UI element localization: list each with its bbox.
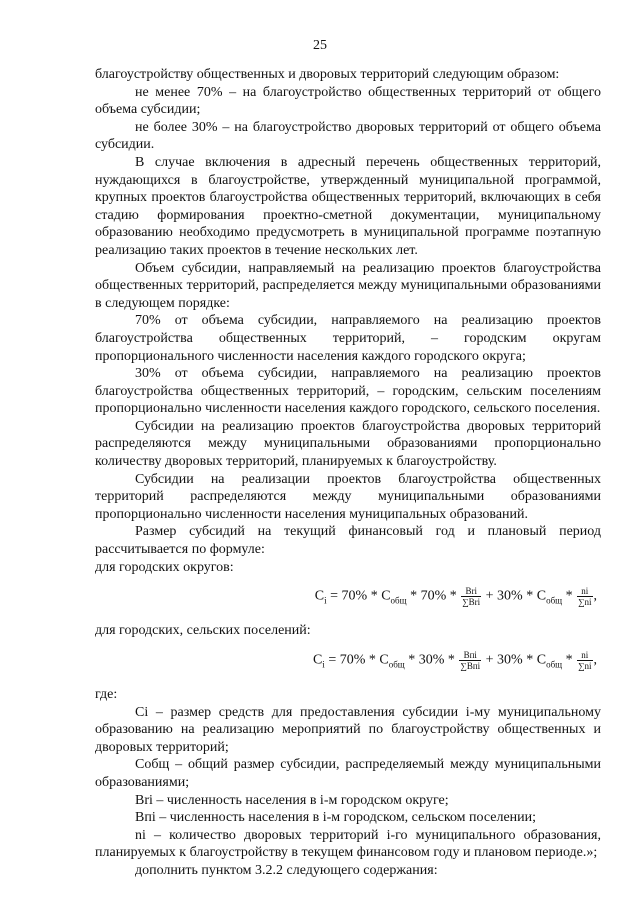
paragraph: не более 30% – на благоустройство дворовых территорий от общего объема субсидии. [95,119,601,153]
paragraph: В случае включения в адресный перечень общественных территорий, нуждающихся в благоустройстве, утвержденный муниципальной программой, крупных проектов благоустройства общественных территорий, включающих в себя стадию формирования проектно-сметной документации, муниципальному образованию необходимо предусмотреть в муниципальной программе поэтапную реализацию таких проектов в течение нескольких лет. [95,154,601,258]
formula-label-urban: для городских округов: [95,559,234,575]
definition: Bri – численность населения в i-м городском округе; [135,792,449,808]
formula-settlements: $C_i = 70\% * C_{общ} * 30\%$ * $\frac{\text{Bпi}}{\text{∑Bпi}}$ + $30\% * C_{общ}$ * $\frac{ni}{\sum ni}$ , [312,649,597,671]
definition: Cобщ – общий размер субсидии, распределяемый между муниципальными образованиями; [95,757,601,790]
definition: Bпi – численность населения в i-м городском, сельском поселении; [135,810,537,826]
paragraph: 70% от объема субсидии, направляемого на реализацию проектов благоустройства общественных территорий, – городским округам пропорционального численности населения каждого городского округа; [95,313,601,364]
paragraph: Объем субсидии, направляемый на реализацию проектов благоустройства общественных территорий, распределяется между муниципальными образованиями в следующем порядке: [95,260,601,311]
paragraph: Размер субсидий на текущий финансовый год и плановый период рассчитывается по формуле: [95,524,601,558]
formula-label-settlements: для городских, сельских поселений: [95,623,311,639]
definition: ni – количество дворовых территорий i-го муниципального образования, планируемых к благоустройству в текущем финансовом году и плановом периоде.»; [95,827,601,861]
fraction: $\frac{ni}{\sum ni}$ [578,649,592,671]
fraction: $\frac{\text{Bпi}}{\text{∑Bпi}}$ [460,649,481,671]
fraction: $\frac{\text{Bri}}{\text{∑Bri}}$ [462,586,481,608]
paragraph: дополнить пунктом 3.2.2 следующего содержания: [135,862,438,878]
paragraph: благоустройству общественных и дворовых территорий следующим образом: [95,67,560,82]
paragraph: 30% от объема субсидии, направляемого на реализацию проектов благоустройства общественных территорий, – городским, сельским поселениям пропорционально численности населения каждого городского, сельского поселения. [95,366,601,417]
document-body [95,66,601,880]
formula-urban: $C_i = 70\% * C_{общ} * 70\%$ * $\frac{\text{Bri}}{\text{∑Bri}}$ + $30\% * C_{общ}$ * $\frac{ni}{\sum ni}$ , [314,586,597,608]
paragraph: Субсидии на реализации проектов благоустройства общественных территорий распределяются между муниципальными образованиями пропорционально численности населения муниципальных образований. [95,471,601,522]
where-label: где: [95,687,118,703]
fraction: $\frac{ni}{\sum ni}$ [578,586,592,608]
paragraph: Субсидии на реализацию проектов благоустройства дворовых территорий распределяются между муниципальными образованиями пропорционально количеству дворовых территорий, планируемых к благоустройству. [95,418,601,470]
definition: Ci – размер средств для предоставления субсидии i-му муниципальному образованию на реализацию мероприятий по благоустройству общественных и дворовых территорий; [95,704,601,755]
paragraph: не менее 70% – на благоустройство общественных территорий от общего объема субсидии; [95,84,601,118]
page-number: 25 [313,38,327,53]
